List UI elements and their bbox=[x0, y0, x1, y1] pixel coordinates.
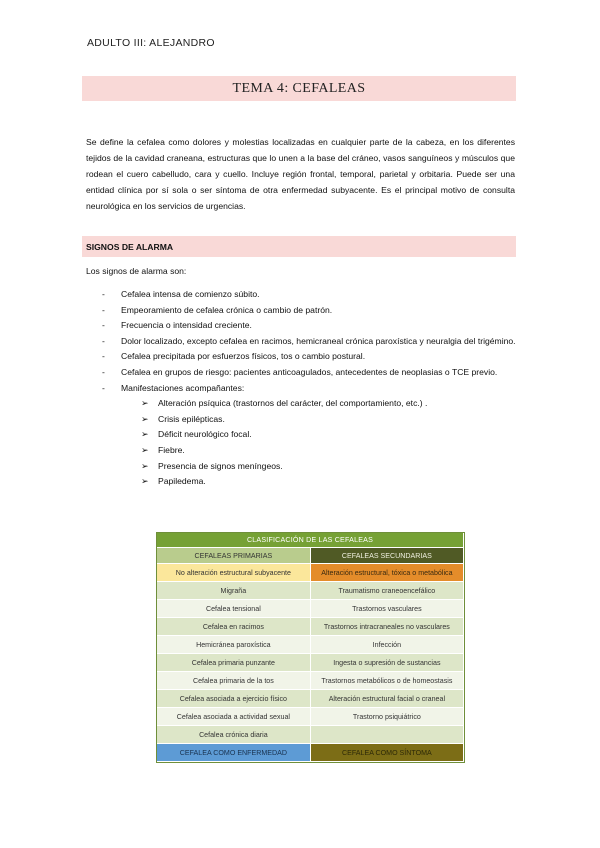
secondary-footer: CEFALEA COMO SÍNTOMA bbox=[310, 744, 463, 762]
list-item: - Empeoramiento de cefalea crónica o cambio de patrón. bbox=[86, 303, 516, 319]
table-row bbox=[157, 726, 464, 744]
secondary-header: CEFALEAS SECUNDARIAS bbox=[310, 548, 463, 564]
table-cell: Ingesta o supresión de sustancias bbox=[310, 654, 463, 672]
dash-bullet: - bbox=[102, 304, 105, 315]
dash-bullet: - bbox=[102, 351, 105, 362]
page-title: TEMA 4: CEFALEAS bbox=[232, 80, 366, 96]
page-header: ADULTO III: ALEJANDRO bbox=[87, 37, 215, 49]
table-cell bbox=[310, 726, 463, 744]
table-cell: Traumatismo craneoencefálico bbox=[310, 582, 463, 600]
table-cell: Trastornos metabólicos o de homeostasis bbox=[310, 672, 463, 690]
table-cell: Cefalea primaria de la tos bbox=[157, 672, 310, 690]
table-row bbox=[157, 600, 464, 618]
table-title: CLASIFICACIÓN DE LAS CEFALEAS bbox=[157, 533, 464, 548]
section-title: SIGNOS DE ALARMA bbox=[86, 241, 174, 252]
table-row bbox=[157, 636, 464, 654]
table-footer-row bbox=[157, 744, 464, 762]
table-row bbox=[157, 708, 464, 726]
table-row bbox=[157, 582, 464, 600]
intro-paragraph: Se define la cefalea como dolores y molestias localizadas en cualquier parte de la cabeza, en los diferentes tejidos de la cavidad craneana, estructuras que lo unen a la base del cráneo, vasos sanguíneos y músculos que rodean el cuero cabelludo, cara y cuello. Incluye región frontal, temporal, parietal y orbitaria. Puede ser una entidad clínica por sí sola o ser síntoma de otra enfermedad subyacente. Es el principal motivo de consulta neurológica en los servicios de urgencias. bbox=[86, 137, 515, 212]
table-cell: Infección bbox=[310, 636, 463, 654]
table-cell: Cefalea asociada a ejercicio físico bbox=[157, 690, 310, 708]
arrow-bullet-icon: ➢ bbox=[141, 444, 149, 455]
dash-bullet: - bbox=[102, 335, 105, 346]
table-cell: Cefalea primaria punzante bbox=[157, 654, 310, 672]
list-item: - Frecuencia o intensidad creciente. bbox=[86, 318, 516, 334]
table-cell: Cefalea crónica diaria bbox=[157, 726, 310, 744]
table-cell: Cefalea en racimos bbox=[157, 618, 310, 636]
table-cell: Migraña bbox=[157, 582, 310, 600]
table-cell: Alteración estructural facial o craneal bbox=[310, 690, 463, 708]
sub-list-item: ➢ Crisis epilépticas. bbox=[121, 412, 516, 428]
dash-bullet: - bbox=[102, 382, 105, 393]
sub-list-item: ➢ Presencia de signos meníngeos. bbox=[121, 459, 516, 475]
list-item: - Cefalea en grupos de riesgo: pacientes anticoagulados, antecedentes de neoplasias o TCE previo. bbox=[86, 365, 516, 381]
dash-bullet: - bbox=[102, 366, 105, 377]
list-item: - Dolor localizado, excepto cefalea en racimos, hemicraneal crónica paroxística y neuralgia del trigémino. bbox=[86, 334, 516, 350]
primary-footer: CEFALEA COMO ENFERMEDAD bbox=[157, 744, 310, 762]
table-row bbox=[157, 564, 464, 582]
table-row bbox=[157, 690, 464, 708]
accompanying-signs-list bbox=[121, 396, 516, 490]
title-banner bbox=[82, 76, 516, 101]
arrow-bullet-icon: ➢ bbox=[141, 413, 149, 424]
section-lead: Los signos de alarma son: bbox=[86, 266, 187, 276]
sub-list-item: ➢ Déficit neurológico focal. bbox=[121, 427, 516, 443]
table-row bbox=[157, 654, 464, 672]
section-banner bbox=[82, 236, 516, 257]
sub-list-item: ➢ Alteración psíquica (trastornos del carácter, del comportamiento, etc.) . bbox=[121, 396, 516, 412]
list-item: - Cefalea intensa de comienzo súbito. bbox=[86, 287, 516, 303]
classification-table bbox=[157, 533, 464, 762]
arrow-bullet-icon: ➢ bbox=[141, 476, 149, 487]
arrow-bullet-icon: ➢ bbox=[141, 398, 149, 409]
table-cell: Trastorno psiquiátrico bbox=[310, 708, 463, 726]
table-cell: Trastornos intracraneales no vasculares bbox=[310, 618, 463, 636]
sub-list-item: ➢ Fiebre. bbox=[121, 443, 516, 459]
table-cell: Alteración estructural, tóxica o metabólica bbox=[310, 564, 463, 582]
list-item: - Cefalea precipitada por esfuerzos físicos, tos o cambio postural. bbox=[86, 349, 516, 365]
alarm-signs-list bbox=[86, 287, 516, 490]
sub-list-item: ➢ Papiledema. bbox=[121, 474, 516, 490]
table-row bbox=[157, 672, 464, 690]
table-cell: Cefalea tensional bbox=[157, 600, 310, 618]
table-row bbox=[157, 618, 464, 636]
table-cell: Cefalea asociada a actividad sexual bbox=[157, 708, 310, 726]
table-cell: Trastornos vasculares bbox=[310, 600, 463, 618]
arrow-bullet-icon: ➢ bbox=[141, 460, 149, 471]
primary-header: CEFALEAS PRIMARIAS bbox=[157, 548, 310, 564]
table-cell: No alteración estructural subyacente bbox=[157, 564, 310, 582]
dash-bullet: - bbox=[102, 320, 105, 331]
table-cell: Hemicránea paroxística bbox=[157, 636, 310, 654]
dash-bullet: - bbox=[102, 289, 105, 299]
arrow-bullet-icon: ➢ bbox=[141, 429, 149, 440]
list-item: - Manifestaciones acompañantes: ➢ Alteración psíquica (trastornos del carácter, del comportamiento, etc.) . ➢ Crisis epilépticas. ➢ Déficit neurológico focal. ➢ Fiebre. ➢ Presencia de signos meníngeos. ➢ Papiledema. bbox=[86, 381, 516, 490]
